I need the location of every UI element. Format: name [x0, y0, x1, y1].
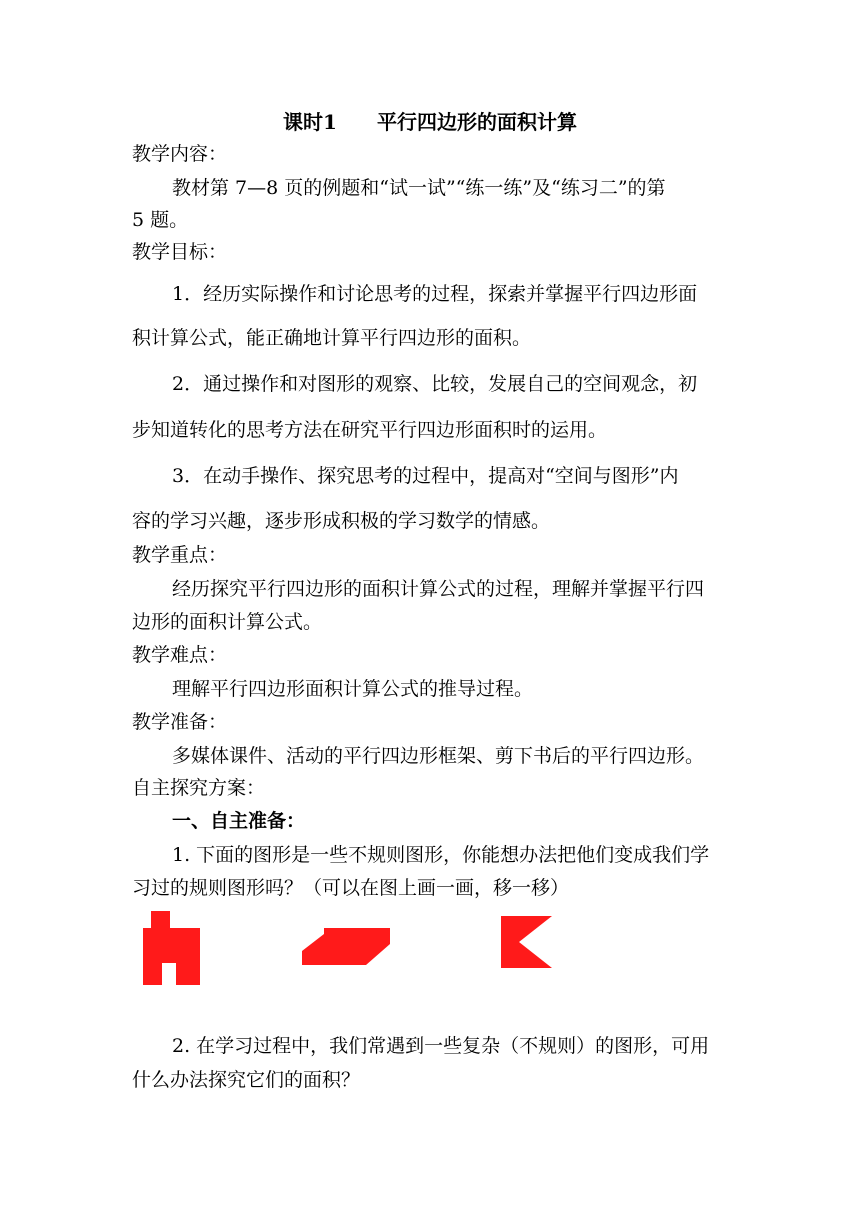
irregular-shape-building: [143, 911, 200, 985]
lesson-title: 课时1 平行四边形的面积计算: [283, 110, 577, 134]
irregular-shape-flag: [501, 916, 552, 968]
key-points-heading: 教学重点：: [132, 544, 228, 566]
question2-line2: 什么办法探究它们的面积？: [132, 1069, 361, 1091]
question1-line1: 1. 下面的图形是一些不规则图形，你能想办法把他们变成我们学: [172, 844, 710, 866]
question1-line2: 习过的规则图形吗？（可以在图上画一画，移一移）: [132, 877, 570, 899]
difficulty-heading: 教学难点：: [132, 644, 228, 666]
goal1-line1: 1．经历实际操作和讨论思考的过程，探索并掌握平行四边形面: [172, 283, 698, 305]
content-text-line1: 教材第 7—8 页的例题和“试一试”“练一练”及“练习二”的第: [172, 177, 666, 199]
preparation-heading: 教学准备：: [132, 711, 228, 733]
question2-line1: 2. 在学习过程中，我们常遇到一些复杂（不规则）的图形，可用: [172, 1035, 710, 1057]
irregular-shape-parallelogram: [302, 928, 390, 965]
goal3-line1: 3．在动手操作、探究思考的过程中，提高对“空间与图形”内: [172, 465, 679, 487]
content-text-line2: 5 题。: [132, 209, 189, 231]
content-heading: 教学内容：: [132, 143, 228, 165]
goal2-line2: 步知道转化的思考方法在研究平行四边形面积时的运用。: [132, 419, 608, 441]
goal1-line2: 积计算公式，能正确地计算平行四边形的面积。: [132, 327, 532, 349]
preparation-line1: 多媒体课件、活动的平行四边形框架、剪下书后的平行四边形。: [172, 745, 705, 767]
key-points-line2: 边形的面积计算公式。: [132, 611, 323, 633]
section1-heading: 一、自主准备：: [172, 810, 306, 832]
plan-heading: 自主探究方案：: [132, 777, 266, 799]
goal3-line2: 容的学习兴趣，逐步形成积极的学习数学的情感。: [132, 510, 551, 532]
goal2-line1: 2．通过操作和对图形的观察、比较，发展自己的空间观念，初: [172, 373, 698, 395]
goals-heading: 教学目标：: [132, 241, 228, 263]
key-points-line1: 经历探究平行四边形的面积计算公式的过程，理解并掌握平行四: [172, 578, 705, 600]
difficulty-line1: 理解平行四边形面积计算公式的推导过程。: [172, 678, 534, 700]
